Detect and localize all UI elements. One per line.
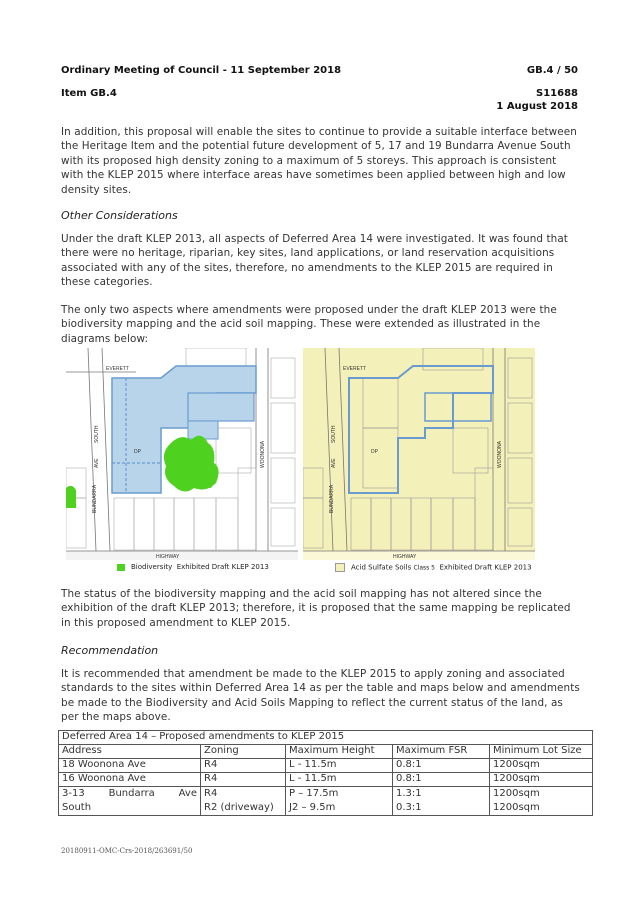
left-map-label-highway: HIGHWAY bbox=[156, 554, 180, 560]
right-map-label-woonona: WOONONA bbox=[497, 441, 503, 468]
zoning-line-1: R4 bbox=[204, 788, 218, 799]
height-line-2: J2 – 9.5m bbox=[289, 802, 336, 813]
item-number: Item GB.4 bbox=[61, 88, 117, 99]
paragraph-interface: In addition, this proposal will enable the sites to continue to provide a suitable interface between the Heritage Item and the potential future development of 5, 17 and 19 Bundarra Avenue South with its proposed high density zoning to a maximum of 5 storeys. This approach is consistent with the KLEP 2015 where interface areas have sometimes been applied between high and low density sites. bbox=[61, 126, 577, 196]
address-part-street: Bundarra bbox=[108, 788, 155, 799]
meeting-title: Ordinary Meeting of Council - 11 September 2018 bbox=[61, 65, 342, 76]
acid-soils-map-drawing bbox=[303, 348, 535, 560]
biodiversity-swatch bbox=[117, 564, 125, 571]
biodiversity-legend-label: Biodiversity bbox=[131, 563, 173, 571]
left-map-label-everett: EVERETT bbox=[106, 366, 130, 372]
left-map-label-dp: DP bbox=[134, 449, 141, 455]
zoning-line-2: R2 (driveway) bbox=[204, 802, 274, 813]
header-max-fsr: Maximum FSR bbox=[393, 745, 490, 759]
right-map-label-highway: HIGHWAY bbox=[393, 554, 417, 560]
biodiversity-map-drawing bbox=[66, 348, 298, 560]
fsr-line-1: 1.3:1 bbox=[396, 788, 422, 799]
cell-zoning: R4 bbox=[201, 773, 286, 787]
left-map-label-south: SOUTH bbox=[94, 425, 100, 443]
header-address: Address bbox=[59, 745, 201, 759]
cell-lot-size: 1200sqm bbox=[490, 773, 593, 787]
cell-lot-size: 1200sqm bbox=[490, 759, 593, 773]
cell-height: L - 11.5m bbox=[286, 773, 393, 787]
cell-fsr bbox=[393, 787, 490, 816]
left-map-label-ave: AVE bbox=[94, 458, 100, 468]
cell-zoning bbox=[201, 787, 286, 816]
right-map-label-bundarra: BUNDARRA bbox=[329, 484, 335, 513]
acid-soils-map bbox=[303, 348, 535, 560]
biodiversity-legend-note: Exhibited Draft KLEP 2013 bbox=[176, 563, 269, 571]
acid-soils-legend-class: Class 5 bbox=[413, 564, 435, 572]
table-row bbox=[59, 787, 593, 816]
left-map-label-bundarra: BUNDARRA bbox=[92, 484, 98, 513]
cell-address bbox=[59, 787, 201, 816]
right-map-label-ave: AVE bbox=[331, 458, 337, 468]
lot-line-2: 1200sqm bbox=[493, 802, 540, 813]
paragraph-mapping-aspects: The only two aspects where amendments were proposed under the draft KLEP 2013 were the biodiversity mapping and the acid soil mapping. These were extended as illustrated in the diagrams below: bbox=[61, 304, 557, 345]
address-part-number: 3-13 bbox=[62, 788, 85, 799]
height-line-1: P – 17.5m bbox=[289, 788, 339, 799]
header-zoning: Zoning bbox=[201, 745, 286, 759]
acid-soils-legend bbox=[335, 563, 532, 572]
cell-fsr: 0.8:1 bbox=[393, 773, 490, 787]
left-map-label-woonona: WOONONA bbox=[260, 441, 266, 468]
table-title: Deferred Area 14 – Proposed amendments to KLEP 2015 bbox=[59, 731, 593, 745]
header-max-height: Maximum Height bbox=[286, 745, 393, 759]
cell-height: L - 11.5m bbox=[286, 759, 393, 773]
biodiversity-map bbox=[66, 348, 298, 560]
cell-address: 18 Woonona Ave bbox=[59, 759, 201, 773]
paragraph-deferred-area: Under the draft KLEP 2013, all aspects of Deferred Area 14 were investigated. It was found that there were no heritage, riparian, key sites, land applications, or land reservation acquisitions associated with any of the sites, therefore, no amendments to the KLEP 2015 are required in these categories. bbox=[61, 233, 568, 289]
table-header-row bbox=[59, 745, 593, 759]
cell-address: 16 Woonona Ave bbox=[59, 773, 201, 787]
paragraph-mapping-status: The status of the biodiversity mapping and the acid soil mapping has not altered since the exhibition of the draft KLEP 2013; therefore, it is proposed that the same mapping be replicated in this proposed amendment to KLEP 2015. bbox=[61, 588, 571, 629]
address-part-type: Ave bbox=[178, 788, 197, 799]
page-reference: GB.4 / 50 bbox=[526, 65, 578, 76]
report-date: 1 August 2018 bbox=[496, 101, 578, 112]
acid-soils-legend-note: Exhibited Draft KLEP 2013 bbox=[439, 563, 532, 572]
right-map-label-everett: EVERETT bbox=[343, 366, 367, 372]
file-reference: S11688 bbox=[536, 88, 578, 99]
address-part-suffix: South bbox=[62, 802, 92, 813]
heading-other-considerations: Other Considerations bbox=[61, 209, 178, 222]
right-map-label-south: SOUTH bbox=[331, 425, 337, 443]
table-row bbox=[59, 773, 593, 787]
paragraph-recommendation: It is recommended that amendment be made to the KLEP 2015 to apply zoning and associated standards to the sites within Deferred Area 14 as per the table and maps below and amendments be made to the Biodiversity and Acid Soils Mapping to reflect the current status of the land, as per the maps above. bbox=[61, 668, 580, 724]
cell-zoning: R4 bbox=[201, 759, 286, 773]
cell-lot-size bbox=[490, 787, 593, 816]
document-footer: 20180911-OMC-Crs-2018/263691/50 bbox=[61, 847, 193, 855]
heading-recommendation: Recommendation bbox=[61, 644, 159, 657]
fsr-line-2: 0.3:1 bbox=[396, 802, 422, 813]
amendments-table bbox=[58, 730, 593, 816]
header-min-lot-size: Minimum Lot Size bbox=[490, 745, 593, 759]
right-map-label-dp: DP bbox=[371, 449, 378, 455]
biodiversity-legend bbox=[117, 563, 269, 571]
lot-line-1: 1200sqm bbox=[493, 788, 540, 799]
acid-soils-legend-label: Acid Sulfate Soils bbox=[351, 563, 412, 572]
cell-height bbox=[286, 787, 393, 816]
table-row bbox=[59, 759, 593, 773]
table-title-row bbox=[59, 731, 593, 745]
acid-soils-swatch bbox=[335, 563, 345, 572]
cell-fsr: 0.8:1 bbox=[393, 759, 490, 773]
